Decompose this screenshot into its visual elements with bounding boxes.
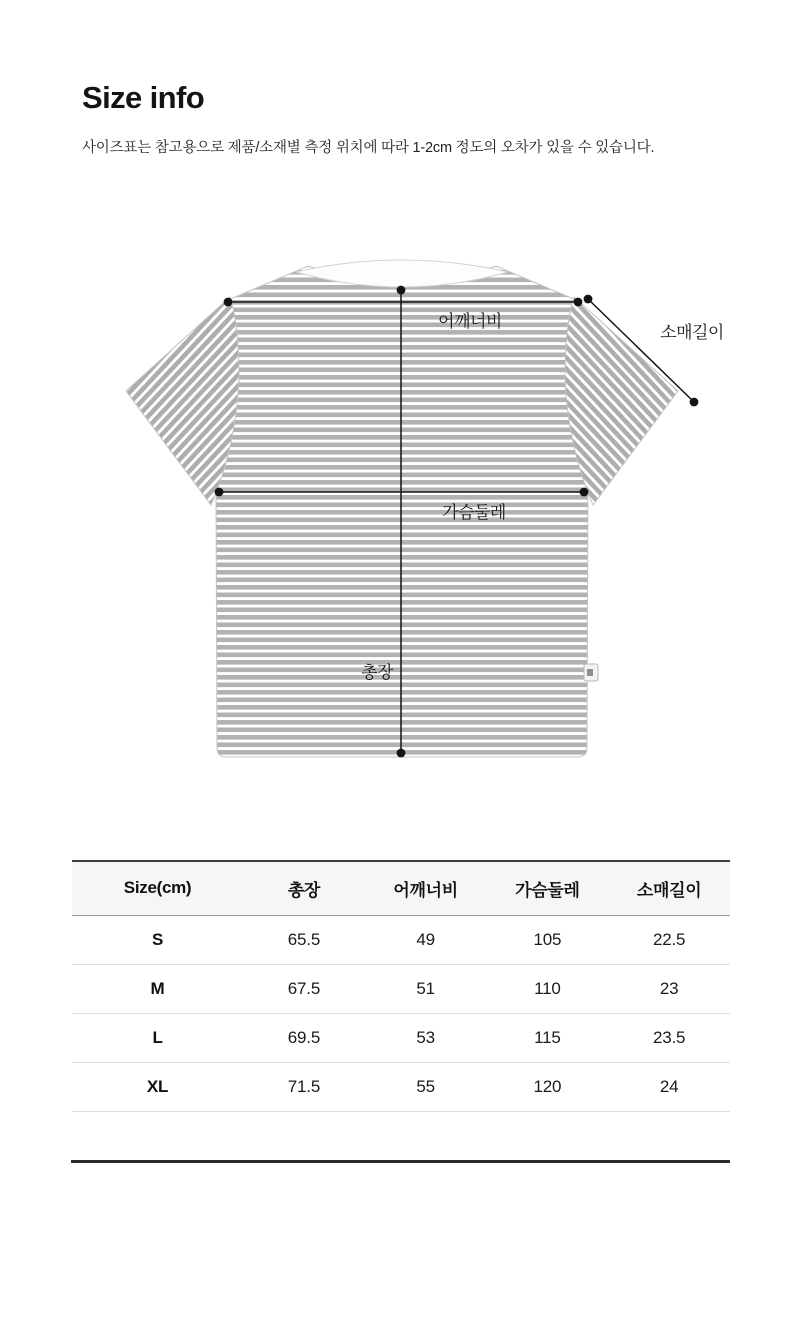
hem-tag: [584, 664, 598, 681]
value-cell: 65.5: [243, 915, 365, 964]
col-header-shoulder: 어깨너비: [365, 861, 487, 915]
value-cell: 49: [365, 915, 487, 964]
size-table: [72, 860, 730, 1112]
value-cell: 53: [365, 1013, 487, 1062]
size-disclaimer-text: 사이즈표는 참고용으로 제품/소재별 측정 위치에 따라 1-2cm 정도의 오차가 있을 수 있습니다.: [82, 140, 655, 156]
value-cell: 22.5: [608, 915, 730, 964]
value-cell: 51: [365, 964, 487, 1013]
value-cell: 23: [608, 964, 730, 1013]
chest-label: 가슴둘레: [442, 503, 506, 522]
total-length-label: 총장: [361, 663, 393, 682]
size-table-header-row: [72, 861, 730, 915]
col-header-total-length: 총장: [243, 861, 365, 915]
value-cell: 110: [487, 964, 609, 1013]
col-header-size: Size(cm): [72, 861, 243, 915]
value-cell: 105: [487, 915, 609, 964]
shoulder-width-label: 어깨너비: [438, 312, 502, 331]
table-row-xl: [72, 1062, 730, 1111]
value-cell: 71.5: [243, 1062, 365, 1111]
value-cell: 24: [608, 1062, 730, 1111]
value-cell: 23.5: [608, 1013, 730, 1062]
size-label: S: [72, 915, 243, 964]
value-cell: 55: [365, 1062, 487, 1111]
tshirt-body: [216, 266, 588, 757]
tshirt-left-sleeve: [126, 297, 239, 505]
col-header-chest: 가슴둘레: [487, 861, 609, 915]
value-cell: 67.5: [243, 964, 365, 1013]
size-table-section: [72, 860, 730, 1112]
col-header-sleeve: 소매길이: [608, 861, 730, 915]
value-cell: 120: [487, 1062, 609, 1111]
tshirt-measurement-diagram: [0, 230, 800, 800]
table-row-m: [72, 964, 730, 1013]
page-title: Size info: [82, 80, 205, 115]
size-label: M: [72, 964, 243, 1013]
sleeve-length-label: 소매길이: [660, 323, 724, 342]
table-row-s: [72, 915, 730, 964]
value-cell: 115: [487, 1013, 609, 1062]
size-label: XL: [72, 1062, 243, 1111]
value-cell: 69.5: [243, 1013, 365, 1062]
table-row-l: [72, 1013, 730, 1062]
size-label: L: [72, 1013, 243, 1062]
section-bottom-divider: [71, 1160, 730, 1163]
